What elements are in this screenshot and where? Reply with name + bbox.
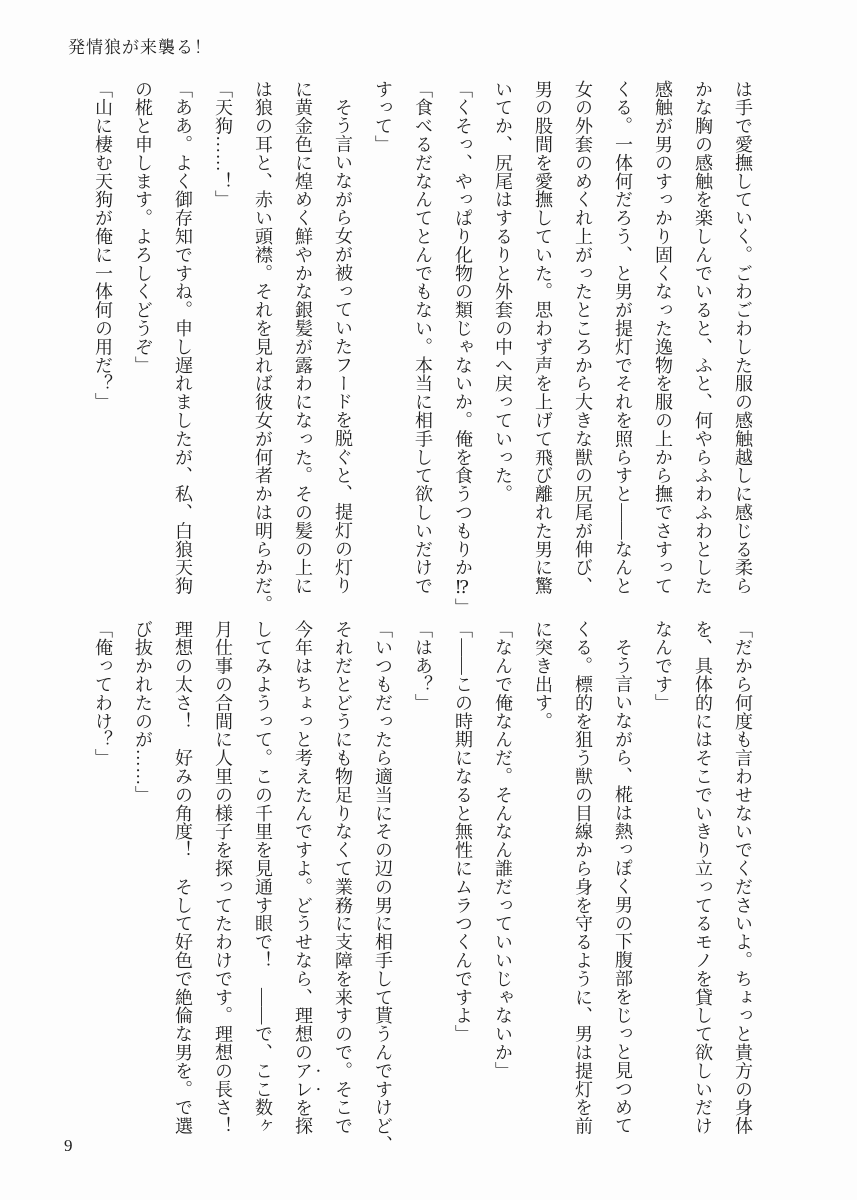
text-line: くる。標的を狙う獣の目線から身を守るように、男は提灯を前 <box>573 620 593 1136</box>
text-line: 月仕事の合間に人里の様子を探ってたわけです。理想の長さ！ <box>213 620 233 1136</box>
text-line: 「俺ってわけ？」 <box>93 620 113 768</box>
text-line: 女の外套のめくれ上がったところから大きな獣の尻尾が伸び、 <box>573 80 593 596</box>
running-header: 発情狼が来襲る！ <box>68 38 212 57</box>
text-line: してみようって。この千里を見通す眼で！ ――で、ここ数ヶ <box>253 620 273 1136</box>
text-line: 「食べるだなんてとんでもない。本当に相手して欲しいだけで <box>413 80 433 596</box>
text-line: 「ああ。よく御存知ですね。申し遅れましたが、私、白狼天狗 <box>173 80 193 596</box>
text-line: に黄金色に煌めく鮮やかな銀髪が露わになった。その髪の上に <box>293 80 313 596</box>
text-line: 「だから何度も言わせないでくださいよ。ちょっと貴方の身体 <box>733 620 753 1136</box>
text-line: 男の股間を愛撫していた。思わず声を上げて飛び離れた男に驚 <box>533 80 553 596</box>
text-line: び抜かれたのが……」 <box>133 620 153 804</box>
text-line: いてか、尻尾はするりと外套の中へ戻っていった。 <box>493 80 513 504</box>
text-line: を、具体的にはそこでいきり立ってるモノを貸して欲しいだけ <box>693 620 713 1136</box>
text-line: 「天狗……！」 <box>213 80 233 209</box>
text-line: 感触が男のすっかり固くなった逸物を服の上から撫でさすって <box>653 80 673 596</box>
text-line: 「いつもだったら適当にその辺の男に相手して貰うんですけど、 <box>373 620 393 1154</box>
text-line: 今年はちょっと考えたんですよ。どうせなら、理想のアレを探 <box>293 620 313 1136</box>
text-line: の椛と申します。よろしくどうぞ」 <box>133 80 153 375</box>
text-line: なんです」 <box>653 620 673 712</box>
text-line: に突き出す。 <box>533 620 553 731</box>
text-line: かな胸の感触を楽しんでいると、ふと、何やらふわふわとした <box>693 80 713 596</box>
text-line: 「山に棲む天狗が俺に一体何の用だ？」 <box>93 80 113 412</box>
text-line: くる。一体何だろう、と男が提灯でそれを照らすと――なんと <box>613 80 633 596</box>
text-line: 「くそっ、やっぱり化物の類じゃないか。俺を食うつもりか⁉」 <box>453 80 473 617</box>
text-block-lower <box>83 620 763 1154</box>
text-line: そう言いながら、椛は熱っぽく男の下腹部をじっと見つめて <box>613 638 633 1135</box>
text-line: 「はあ？」 <box>413 620 433 712</box>
page-number: 9 <box>64 1136 73 1155</box>
text-line: 「なんで俺なんだ。そんなん誰だっていいじゃないか」 <box>493 620 513 1080</box>
text-line: は手で愛撫していく。ごわごわした服の感触越しに感じる柔ら <box>733 80 753 596</box>
text-line: すって」 <box>373 80 393 154</box>
text-line: そう言いながら女が被っていたフードを脱ぐと、提灯の灯り <box>333 98 353 595</box>
text-block-upper <box>83 80 763 617</box>
text-line: は狼の耳と、赤い頭襟。それを見れば彼女が何者かは明らかだ。 <box>253 80 273 614</box>
text-line: 理想の太さ！ 好みの角度！ そして好色で絶倫な男を。で選 <box>173 620 193 1136</box>
text-line: それだとどうにも物足りなくて業務に支障を来すので。そこで <box>333 620 353 1136</box>
text-line: 「――この時期になると無性にムラつくんですよ」 <box>453 620 473 1044</box>
